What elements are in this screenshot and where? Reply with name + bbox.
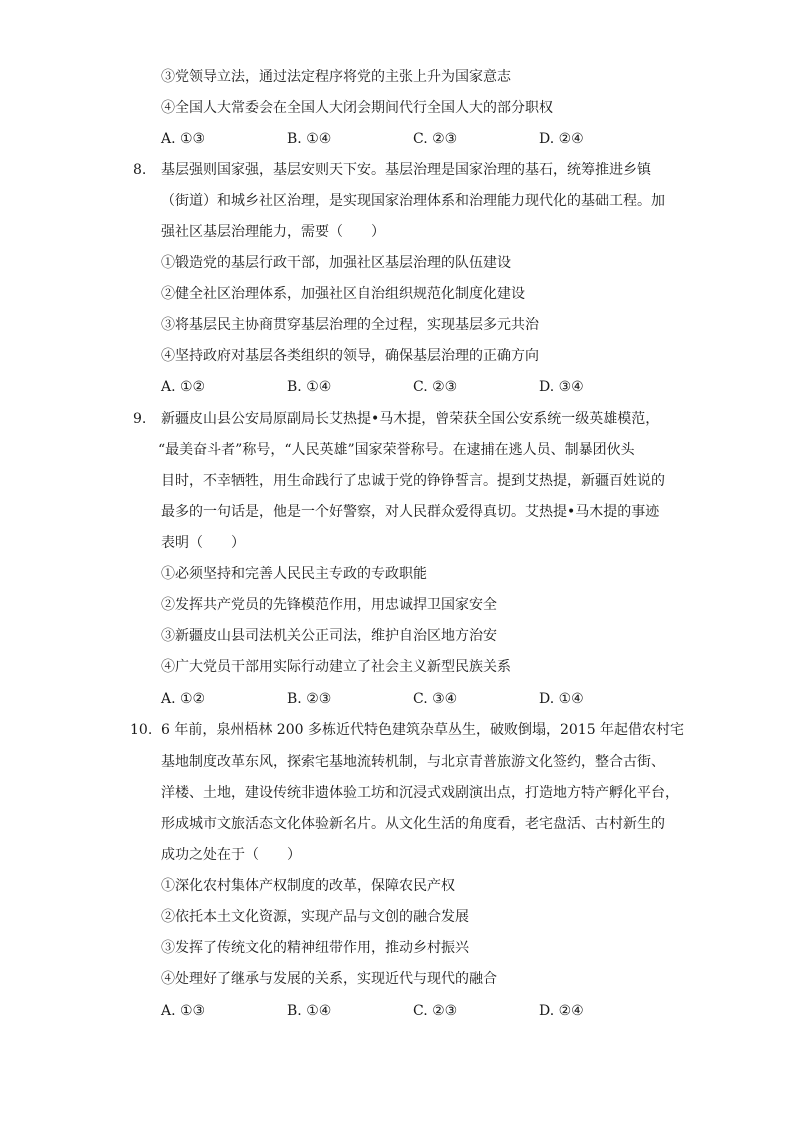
- question-stem-line: 基层强则国家强，基层安则天下安。基层治理是国家治理的基石，统筹推进乡镇: [161, 162, 651, 178]
- option-a[interactable]: A. ①③: [161, 1003, 206, 1019]
- option-c[interactable]: C. ②③: [413, 1003, 458, 1019]
- option-d[interactable]: D. ②④: [539, 131, 584, 147]
- question-stem-line: 洋楼、土地，建设传统非遗体验工坊和沉浸式戏剧演出点，打造地方特产孵化平台，: [161, 785, 679, 801]
- option-a[interactable]: A. ①②: [161, 379, 206, 395]
- statement-4: ④广大党员干部用实际行动建立了社会主义新型民族关系: [161, 659, 511, 675]
- statement-1: ①锻造党的基层行政干部，加强社区基层治理的队伍建设: [161, 255, 511, 271]
- option-b[interactable]: B. ①④: [287, 1003, 332, 1019]
- option-a[interactable]: A. ①③: [161, 131, 206, 147]
- statement-1: ①深化农村集体产权制度的改革，保障农民产权: [161, 878, 455, 894]
- statement-1: ①必须坚持和完善人民民主专政的专政职能: [161, 566, 427, 582]
- option-b[interactable]: B. ①④: [287, 379, 332, 395]
- question-number: 8.: [133, 162, 147, 178]
- question-stem-line: 最多的一句话是，他是一个好警察，对人民群众爱得真切。艾热提•马木提的事迹: [161, 504, 660, 520]
- question-stem-line: 强社区基层治理能力，需要（ ）: [161, 224, 385, 240]
- option-b[interactable]: B. ①④: [287, 131, 332, 147]
- statement-2: ②依托本土文化资源，实现产品与文创的融合发展: [161, 909, 469, 925]
- question-stem-line: （街道）和城乡社区治理，是实现国家治理体系和治理能力现代化的基础工程。加: [161, 193, 665, 209]
- question-stem-line: 目时，不幸牺牲，用生命践行了忠诚于党的铮铮誓言。提到艾热提，新疆百姓说的: [161, 473, 665, 489]
- statement-3: ③党领导立法，通过法定程序将党的主张上升为国家意志: [161, 69, 511, 85]
- option-d[interactable]: D. ③④: [539, 379, 584, 395]
- question-stem-line: 6 年前，泉州梧林 200 多栋近代特色建筑杂草丛生，破败倒塌，2015 年起借农村宅: [161, 722, 685, 738]
- question-stem-line: 表明（ ）: [161, 535, 245, 551]
- statement-4: ④坚持政府对基层各类组织的领导，确保基层治理的正确方向: [161, 348, 539, 364]
- statement-3: ③发挥了传统文化的精神纽带作用，推动乡村振兴: [161, 940, 469, 956]
- option-d[interactable]: D. ①④: [539, 691, 584, 707]
- statement-2: ②发挥共产党员的先锋模范作用，用忠诚捍卫国家安全: [161, 597, 497, 613]
- question-stem-line: 新疆皮山县公安局原副局长艾热提•马木提，曾荣获全国公安系统一级英雄模范，: [161, 411, 660, 427]
- question-stem-line: 基地制度改革东风，探索宅基地流转机制，与北京青普旅游文化签约，整合古街、: [161, 754, 665, 770]
- question-stem-line: 形成城市文旅活态文化体验新名片。从文化生活的角度看，老宅盘活、古村新生的: [161, 816, 665, 832]
- statement-4: ④处理好了继承与发展的关系，实现近代与现代的融合: [161, 971, 497, 987]
- statement-2: ②健全社区治理体系，加强社区自治组织规范化制度化建设: [161, 286, 525, 302]
- option-c[interactable]: C. ②③: [413, 131, 458, 147]
- question-number: 9.: [133, 411, 147, 427]
- statement-4: ④全国人大常委会在全国人大闭会期间代行全国人大的部分职权: [161, 100, 553, 116]
- option-a[interactable]: A. ①②: [161, 691, 206, 707]
- question-stem-line: “最美奋斗者”称号，“人民英雄”国家荣誉称号。在逮捕在逃人员、制暴团伙头: [158, 442, 635, 458]
- question-number: 10.: [130, 722, 153, 738]
- option-c[interactable]: C. ②③: [413, 379, 458, 395]
- question-stem-line: 成功之处在于（ ）: [161, 847, 301, 863]
- option-c[interactable]: C. ③④: [413, 691, 458, 707]
- option-b[interactable]: B. ②③: [287, 691, 332, 707]
- option-d[interactable]: D. ②④: [539, 1003, 584, 1019]
- statement-3: ③新疆皮山县司法机关公正司法，维护自治区地方治安: [161, 628, 497, 644]
- statement-3: ③将基层民主协商贯穿基层治理的全过程，实现基层多元共治: [161, 317, 539, 333]
